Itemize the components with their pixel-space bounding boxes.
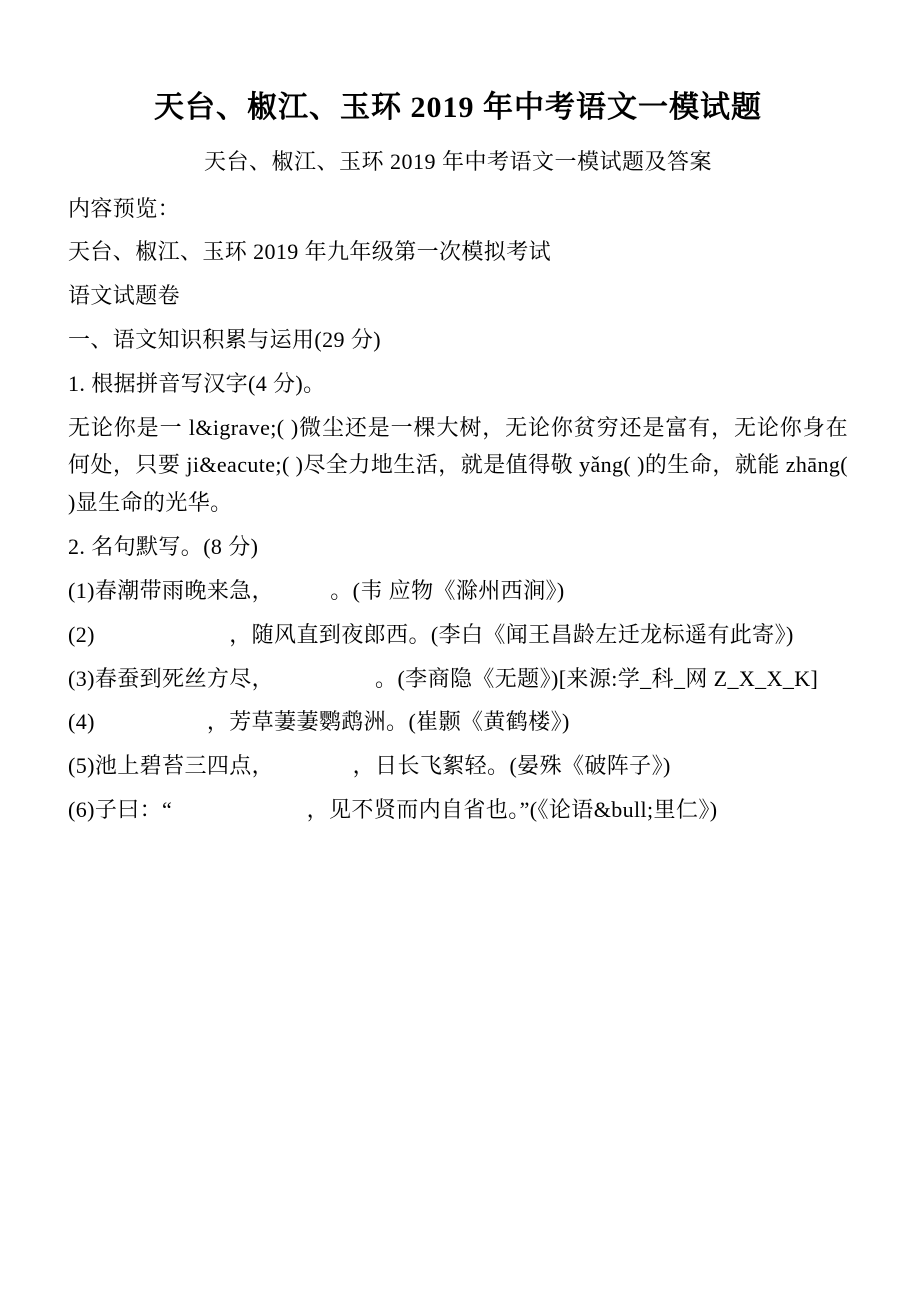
content-line: (5)池上碧苔三四点， ，日长飞絮轻。(晏殊《破阵子》) xyxy=(68,753,671,779)
content-line: (4) ，芳草萋萋鹦鹉洲。(崔颢《黄鹤楼》) xyxy=(68,709,570,735)
content-line: 无论你是一 l&igrave;( )微尘还是一棵大树，无论你贫穷还是富有，无论你身在何处，只要 ji&eacute;( )尽全力地生活，就是值得敬 yǎng( )的生命，就能 zhāng( )显生命的光华。 xyxy=(68,414,848,516)
content-line: 1. 根据拼音写汉字(4 分)。 xyxy=(68,370,326,396)
content-line: 一、语文知识积累与运用(29 分) xyxy=(68,326,381,352)
page-title: 天台、椒江、玉环 2019 年中考语文一模试题 xyxy=(154,91,762,124)
content-line: (2) ，随风直到夜郎西。(李白《闻王昌龄左迁龙标遥有此寄》) xyxy=(68,621,794,647)
content-line: (3)春蚕到死丝方尽， 。(李商隐《无题》)[来源:学_科_网 Z_X_X_K] xyxy=(68,665,819,691)
content-line: 语文试题卷 xyxy=(68,283,181,309)
document-subtitle: 天台、椒江、玉环 2019 年中考语文一模试题及答案 xyxy=(203,148,712,174)
content-line: 2. 名句默写。(8 分) xyxy=(68,534,259,560)
content-line: (1)春潮带雨晚来急， 。(韦 应物《滁州西涧》) xyxy=(68,577,565,603)
content-line: (6)子曰：“ ，见不贤而内自省也。”(《论语&bull;里仁》) xyxy=(68,797,718,823)
content-line: 天台、椒江、玉环 2019 年九年级第一次模拟考试 xyxy=(68,239,552,265)
content-line: 内容预览： xyxy=(68,195,181,221)
